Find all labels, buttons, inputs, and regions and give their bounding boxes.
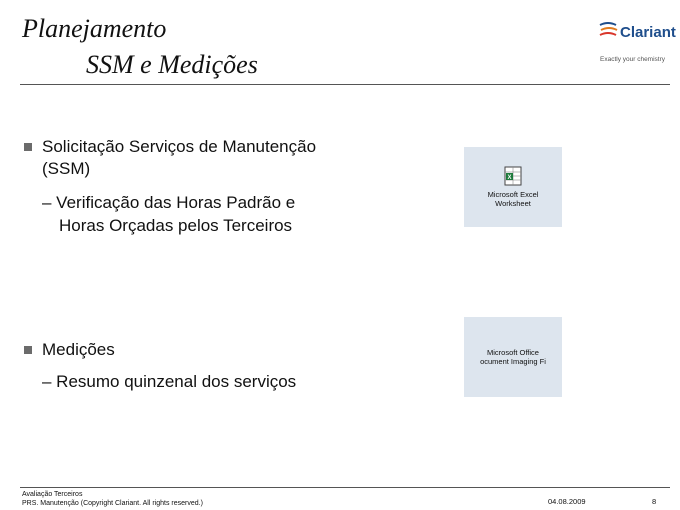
page-number: 8 — [652, 497, 657, 506]
excel-object-label-line2: Worksheet — [495, 199, 531, 208]
footer-date: 04.08.2009 — [548, 497, 586, 506]
footer-text — [22, 490, 203, 508]
excel-object-label-line1: Microsoft Excel — [487, 190, 539, 199]
footer-line1: Avaliação Terceiros — [22, 491, 83, 498]
title-divider — [20, 84, 670, 85]
bullet-marker — [24, 346, 32, 354]
bullet-1-sub-line1: – Verificação das Horas Padrão e — [42, 193, 296, 212]
slide-title-line2: SSM e Medições — [86, 50, 258, 79]
bullet-1-text-line2: (SSM) — [42, 159, 91, 178]
imaging-object-label-line1: Microsoft Office — [487, 348, 539, 357]
slide-title-line1: Planejamento — [22, 14, 167, 43]
logo-brand-name: Clariant — [620, 24, 676, 41]
bullet-2-sub-line1: – Resumo quinzenal dos serviços — [42, 372, 297, 391]
embedded-imaging-object[interactable] — [464, 317, 562, 397]
bullet-marker — [24, 143, 32, 151]
clariant-logo — [596, 18, 674, 68]
footer-divider — [20, 487, 670, 488]
svg-text:X: X — [507, 175, 512, 181]
imaging-object-label-line2: ocument Imaging Fi — [480, 357, 546, 366]
clariant-logo-mark-icon — [598, 20, 620, 42]
bullet-1-sub-line2: Horas Orçadas pelos Terceiros — [59, 216, 293, 235]
bullet-2-text-line1: Medições — [42, 340, 115, 359]
bullet-1-text-line1: Solicitação Serviços de Manutenção — [42, 137, 317, 156]
embedded-excel-object[interactable] — [464, 147, 562, 227]
excel-icon — [504, 166, 522, 186]
footer-line2: PRS. Manutenção (Copyright Clariant. All rights reserved.) — [22, 500, 203, 507]
logo-tagline: Exactly your chemistry — [600, 56, 666, 63]
